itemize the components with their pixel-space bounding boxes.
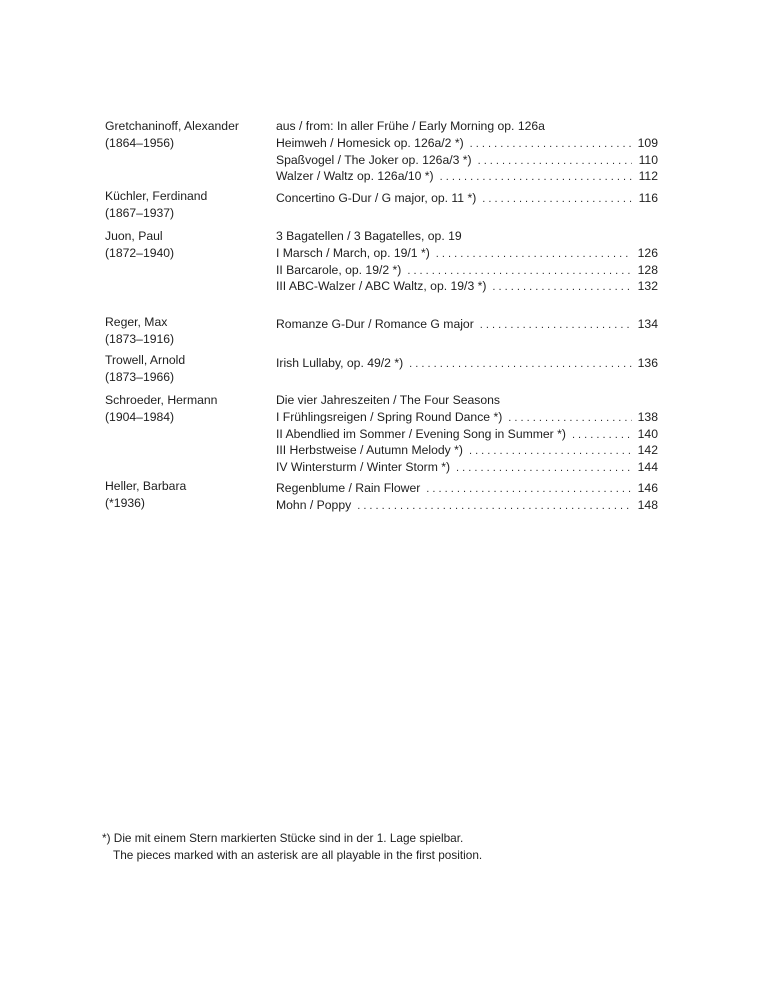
piece-title: Regenblume / Rain Flower [276, 481, 421, 495]
composer-dates: (*1936) [105, 496, 145, 510]
page-number: 146 [637, 481, 658, 495]
composer-name: Gretchaninoff, Alexander [105, 119, 239, 133]
dot-leader [440, 169, 632, 186]
toc-line[interactable] [276, 459, 658, 476]
toc-line[interactable] [276, 409, 658, 426]
piece-title: III Herbstweise / Autumn Melody *) [276, 443, 463, 457]
work-collection-heading: aus / from: In aller Frühe / Early Morning op. 126a [276, 119, 545, 133]
page-number: 140 [637, 426, 658, 441]
composer-name: Küchler, Ferdinand [105, 189, 208, 203]
toc-line[interactable] [276, 152, 658, 169]
toc-line[interactable] [276, 316, 658, 333]
page-number: 142 [637, 443, 658, 457]
page-number: 116 [638, 191, 658, 205]
piece-title: Heimweh / Homesick op. 126a/2 *) [276, 136, 464, 150]
toc-line[interactable] [276, 355, 658, 372]
toc-line[interactable] [276, 497, 658, 514]
piece-title: I Frühlingsreigen / Spring Round Dance *) [276, 410, 503, 424]
toc-line[interactable] [276, 190, 658, 207]
dot-leader [469, 443, 632, 460]
page-number: 112 [638, 169, 658, 183]
dot-leader [492, 279, 632, 296]
dot-leader [436, 246, 632, 263]
toc-line[interactable] [276, 480, 658, 497]
toc-line[interactable] [276, 168, 658, 185]
dot-leader [508, 410, 632, 427]
toc-line[interactable] [276, 442, 658, 459]
composer-dates: (1873–1916) [105, 332, 175, 346]
works-list [276, 228, 658, 295]
composer-name: Trowell, Arnold [105, 353, 186, 367]
dot-leader [480, 317, 632, 334]
piece-title: III ABC-Walzer / ABC Waltz, op. 19/3 *) [276, 279, 487, 293]
page-number: 136 [637, 356, 658, 370]
dot-leader [407, 263, 632, 280]
works-list [276, 478, 658, 513]
page-number: 109 [637, 136, 658, 150]
page-number: 126 [637, 246, 658, 260]
piece-title: II Abendlied im Sommer / Evening Song in Summer *) [276, 426, 566, 441]
composer-dates: (1864–1956) [105, 136, 175, 150]
footnote-german: *) Die mit einem Stern markierten Stücke sind in der 1. Lage spielbar. [102, 831, 464, 845]
toc-line[interactable] [276, 245, 658, 262]
dot-leader [456, 460, 632, 477]
page-number: 144 [637, 459, 658, 474]
dot-leader [482, 191, 632, 208]
dot-leader [478, 153, 632, 170]
composer-name-block [105, 228, 265, 262]
page-number: 132 [637, 279, 658, 293]
composer-dates: (1872–1940) [105, 246, 175, 260]
composer-name: Juon, Paul [105, 229, 163, 243]
piece-title: Mohn / Poppy [276, 497, 352, 512]
piece-title: Romanze G-Dur / Romance G major [276, 317, 474, 331]
dot-leader [409, 356, 632, 373]
page-number: 128 [637, 262, 658, 277]
piece-title: Concertino G-Dur / G major, op. 11 *) [276, 191, 477, 205]
work-collection-heading: 3 Bagatellen / 3 Bagatelles, op. 19 [276, 229, 462, 243]
page-number: 110 [638, 152, 658, 167]
toc-line[interactable] [276, 426, 658, 443]
dot-leader [357, 498, 632, 515]
footnote [102, 830, 662, 864]
composer-name-block [105, 352, 265, 386]
composer-name: Reger, Max [105, 315, 168, 329]
composer-name: Schroeder, Hermann [105, 393, 218, 407]
composer-name-block [105, 188, 265, 222]
composer-name-block [105, 478, 265, 512]
composer-name-block [105, 392, 265, 426]
toc-line[interactable] [276, 278, 658, 295]
piece-title: Walzer / Waltz op. 126a/10 *) [276, 169, 434, 183]
dot-leader [572, 427, 632, 444]
works-list [276, 352, 658, 372]
composer-name: Heller, Barbara [105, 479, 187, 493]
works-list [276, 118, 658, 185]
works-list [276, 314, 658, 333]
composer-dates: (1873–1966) [105, 370, 175, 384]
footnote-english: The pieces marked with an asterisk are all playable in the first position. [113, 848, 483, 862]
composer-name-block [105, 314, 265, 348]
works-list [276, 188, 658, 207]
piece-title: Spaßvogel / The Joker op. 126a/3 *) [276, 152, 472, 167]
toc-line[interactable] [276, 135, 658, 152]
page-number: 138 [637, 410, 658, 424]
dot-leader [426, 481, 632, 498]
composer-name-block [105, 118, 265, 152]
composer-dates: (1904–1984) [105, 410, 175, 424]
toc-line[interactable] [276, 262, 658, 279]
piece-title: I Marsch / March, op. 19/1 *) [276, 246, 430, 260]
page-number: 134 [637, 317, 658, 331]
piece-title: Irish Lullaby, op. 49/2 *) [276, 356, 404, 370]
dot-leader [470, 136, 632, 153]
works-list [276, 392, 658, 475]
piece-title: II Barcarole, op. 19/2 *) [276, 262, 402, 277]
page-number: 148 [637, 497, 658, 512]
composer-dates: (1867–1937) [105, 206, 175, 220]
piece-title: IV Wintersturm / Winter Storm *) [276, 459, 451, 474]
work-collection-heading: Die vier Jahreszeiten / The Four Seasons [276, 393, 500, 407]
